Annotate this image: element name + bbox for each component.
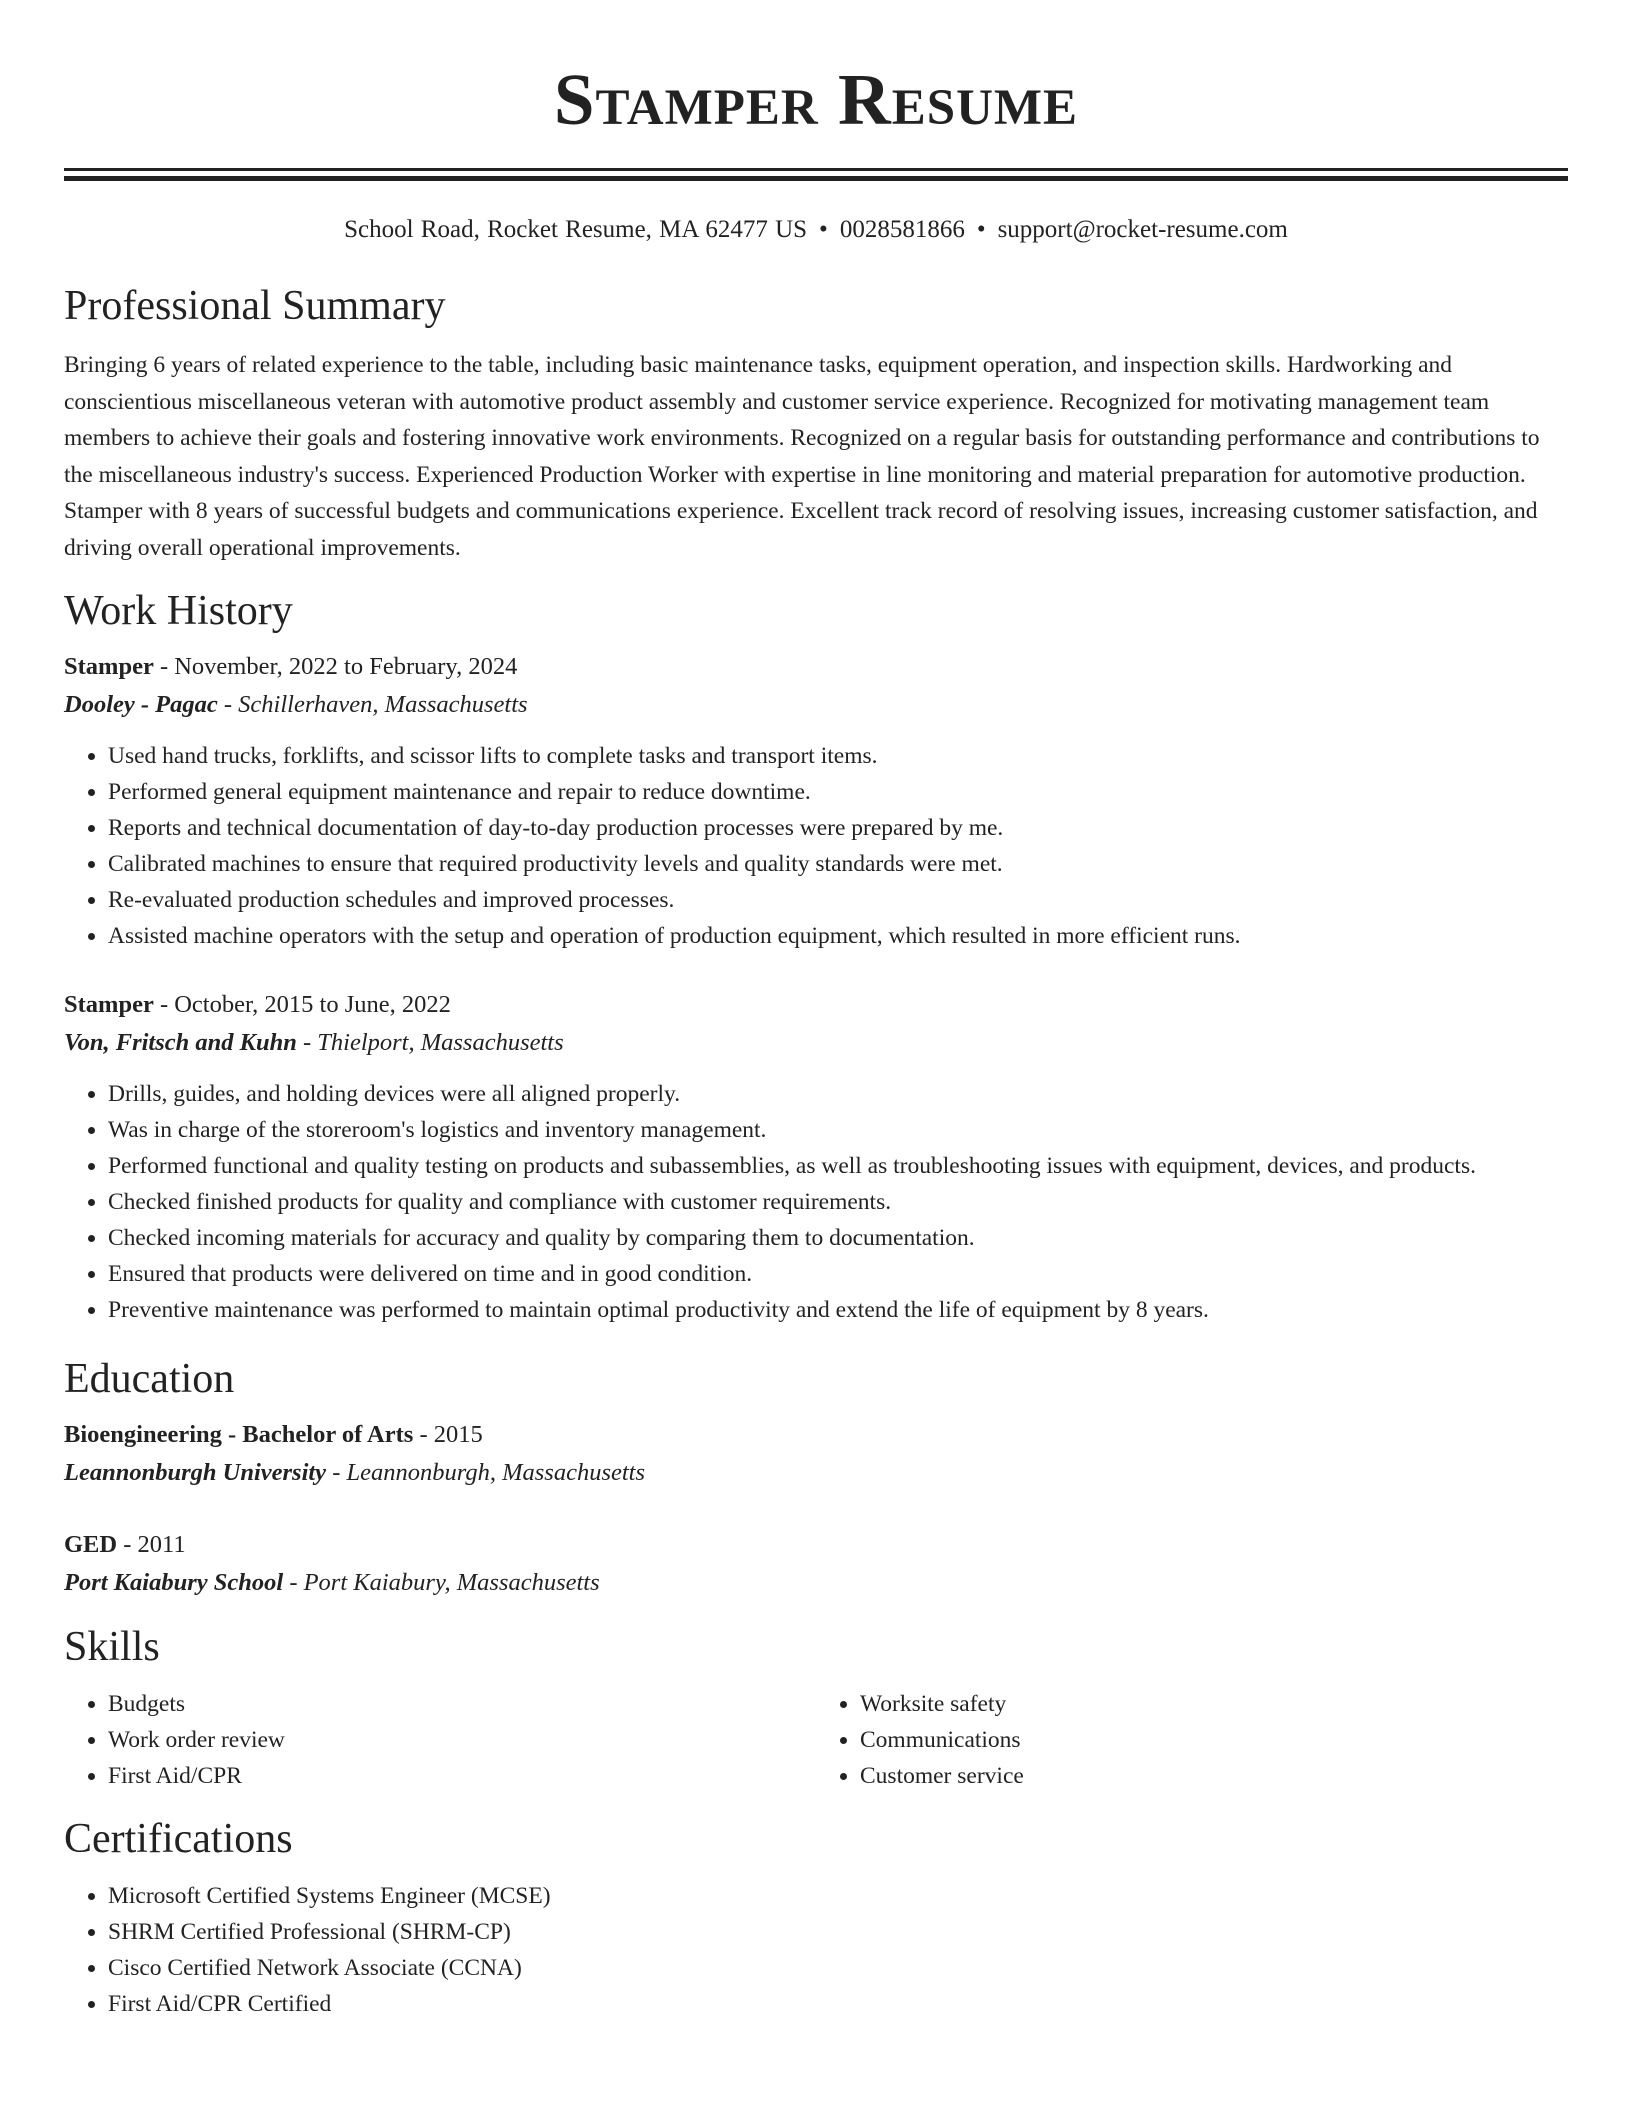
certifications-list bbox=[64, 1878, 1568, 2022]
skill-item: • Worksite safety bbox=[860, 1686, 1568, 1722]
list-item: • Performed functional and quality testing on products and subassemblies, as well as troubleshooting issues with equipment, devices, and products. bbox=[108, 1148, 1568, 1184]
education-school: Port Kaiabury School bbox=[64, 1569, 284, 1596]
education-school: Leannonburgh University bbox=[64, 1459, 327, 1486]
list-item: • Assisted machine operators with the setup and operation of production equipment, which resulted in more efficient runs. bbox=[108, 918, 1568, 954]
education-entry bbox=[64, 1526, 1568, 1602]
education-school-line bbox=[64, 1454, 1568, 1492]
contact-address: School Road, Rocket Resume, MA 62477 US bbox=[344, 216, 808, 243]
header-divider-thin bbox=[64, 168, 1568, 171]
list-item: • Checked incoming materials for accuracy and quality by comparing them to documentation. bbox=[108, 1220, 1568, 1256]
job-company-line bbox=[64, 1024, 1568, 1062]
contact-line bbox=[64, 215, 1568, 245]
skills-list-right bbox=[816, 1686, 1568, 1794]
skills-list-left bbox=[64, 1686, 816, 1794]
resume-page bbox=[64, 0, 1568, 2022]
job-entry bbox=[64, 648, 1568, 954]
education-degree: GED bbox=[64, 1531, 118, 1558]
certification-item: • Cisco Certified Network Associate (CCNA) bbox=[108, 1950, 1568, 1986]
list-item: • Preventive maintenance was performed to maintain optimal productivity and extend the life of equipment by 8 years. bbox=[108, 1292, 1568, 1328]
list-item: • Calibrated machines to ensure that required productivity levels and quality standards were met. bbox=[108, 846, 1568, 882]
job-location: - Thielport, Massachusetts bbox=[296, 1029, 564, 1056]
education-location: - Leannonburgh, Massachusetts bbox=[326, 1459, 646, 1486]
list-item: • Reports and technical documentation of day-to-day production processes were prepared by me. bbox=[108, 810, 1568, 846]
education-entry bbox=[64, 1416, 1568, 1492]
education-year: - 2015 bbox=[413, 1421, 483, 1448]
certification-item: • SHRM Certified Professional (SHRM-CP) bbox=[108, 1914, 1568, 1950]
summary-heading: Professional Summary bbox=[64, 283, 446, 329]
job-title-line bbox=[64, 648, 1568, 686]
education-heading: Education bbox=[64, 1356, 235, 1402]
list-item: • Was in charge of the storeroom's logistics and inventory management. bbox=[108, 1112, 1568, 1148]
skill-item: • First Aid/CPR bbox=[108, 1758, 816, 1794]
skill-item: • Customer service bbox=[860, 1758, 1568, 1794]
contact-email: support@rocket-resume.com bbox=[997, 216, 1288, 243]
job-title: Stamper bbox=[64, 991, 154, 1018]
job-location: - Schillerhaven, Massachusetts bbox=[217, 691, 528, 718]
contact-phone: 0028581866 bbox=[839, 216, 965, 243]
list-item: • Checked finished products for quality and compliance with customer requirements. bbox=[108, 1184, 1568, 1220]
header-divider-thick bbox=[64, 176, 1568, 181]
education-school-line bbox=[64, 1564, 1568, 1602]
certification-item: • First Aid/CPR Certified bbox=[108, 1986, 1568, 2022]
skills-heading: Skills bbox=[64, 1624, 160, 1670]
certifications-heading: Certifications bbox=[64, 1816, 293, 1862]
job-company: Dooley - Pagac bbox=[64, 691, 218, 718]
summary-text: Bringing 6 years of related experience to the table, including basic maintenance tasks, equipment operation, and inspection skills. Hardworking and conscientious miscellaneous veteran with automotive product assembly and customer service experience. Recognized for motivating management team members to achieve their goals and fostering innovative work environments. Recognized on a regular basis for outstanding performance and contributions to the miscellaneous industry's success. Experienced Production Worker with expertise in line monitoring and material preparation for automotive production. Stamper with 8 years of successful budgets and communications experience. Excellent track record of resolving issues, increasing customer satisfaction, and driving overall operational improvements. bbox=[64, 352, 1540, 561]
skills-columns bbox=[64, 1686, 1568, 1794]
resume-name: Stamper Resume bbox=[553, 59, 1079, 140]
list-item: • Ensured that products were delivered on time and in good condition. bbox=[108, 1256, 1568, 1292]
job-company: Von, Fritsch and Kuhn bbox=[64, 1029, 297, 1056]
skill-item: • Work order review bbox=[108, 1722, 816, 1758]
job-dates: - October, 2015 to June, 2022 bbox=[153, 991, 451, 1018]
job-bullets bbox=[64, 1076, 1568, 1328]
list-item: • Performed general equipment maintenance and repair to reduce downtime. bbox=[108, 774, 1568, 810]
education-degree: Bioengineering - Bachelor of Arts bbox=[64, 1421, 414, 1448]
education-degree-line bbox=[64, 1526, 1568, 1564]
education-year: - 2011 bbox=[117, 1531, 186, 1558]
certification-item: • Microsoft Certified Systems Engineer (MCSE) bbox=[108, 1878, 1568, 1914]
education-degree-line bbox=[64, 1416, 1568, 1454]
contact-separator: • bbox=[819, 216, 828, 243]
list-item: • Drills, guides, and holding devices were all aligned properly. bbox=[108, 1076, 1568, 1112]
job-dates: - November, 2022 to February, 2024 bbox=[153, 653, 518, 680]
education-location: - Port Kaiabury, Massachusetts bbox=[283, 1569, 600, 1596]
contact-separator: • bbox=[976, 216, 986, 243]
work-history-heading: Work History bbox=[64, 588, 293, 634]
job-title-line bbox=[64, 986, 1568, 1024]
skill-item: • Budgets bbox=[108, 1686, 816, 1722]
job-title: Stamper bbox=[64, 653, 154, 680]
list-item: • Re-evaluated production schedules and improved processes. bbox=[108, 882, 1568, 918]
job-company-line bbox=[64, 686, 1568, 724]
job-bullets bbox=[64, 738, 1568, 954]
skill-item: • Communications bbox=[860, 1722, 1568, 1758]
job-entry bbox=[64, 986, 1568, 1328]
list-item: • Used hand trucks, forklifts, and scissor lifts to complete tasks and transport items. bbox=[108, 738, 1568, 774]
